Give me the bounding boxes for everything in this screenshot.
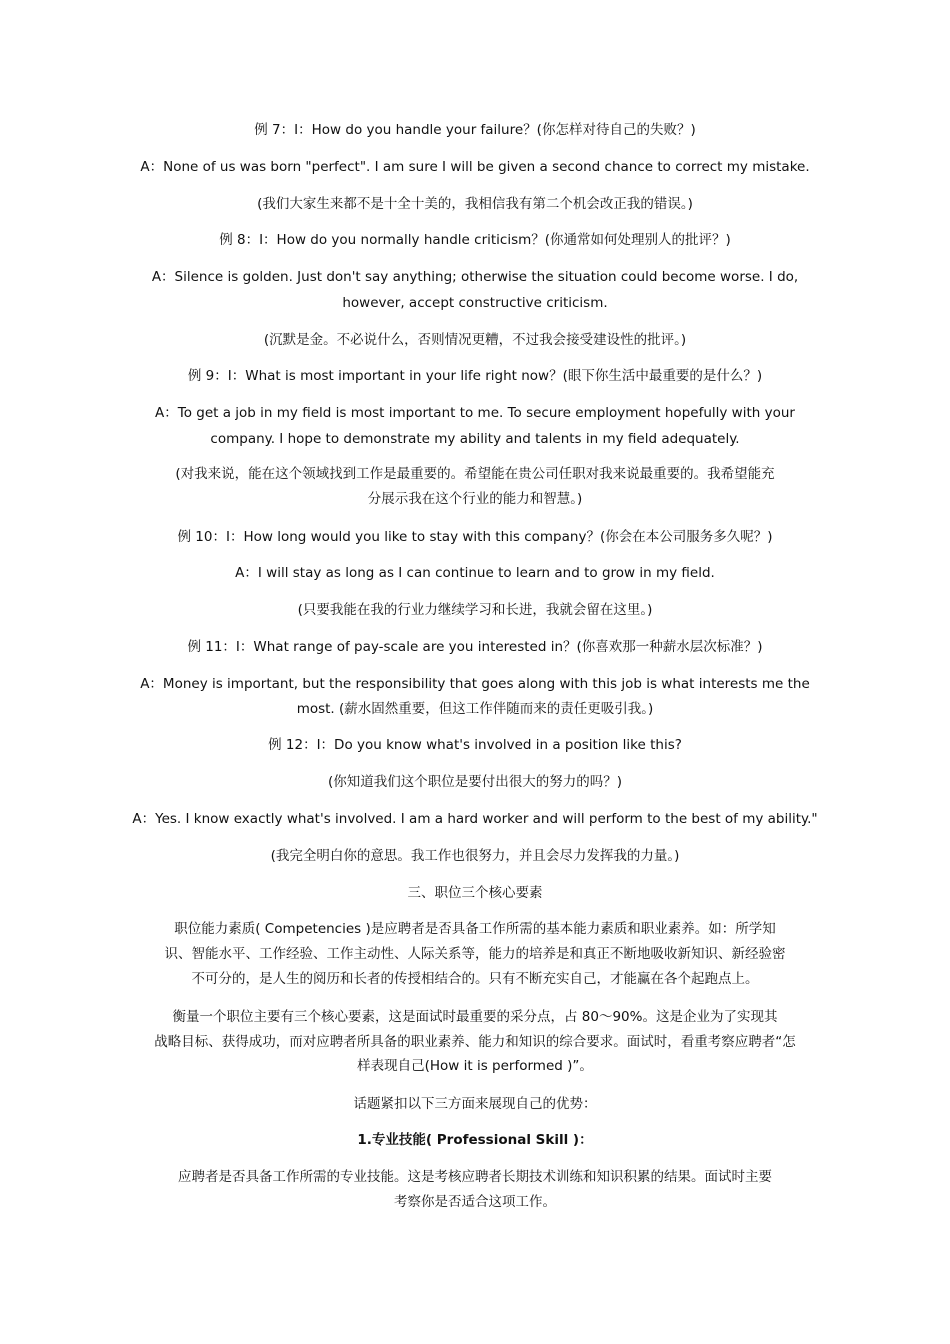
text-line: company. I hope to demonstrate my ability and talents in my field adequately.: [210, 431, 740, 447]
text-line: 战略目标、获得成功，而对应聘者所具备的职业素养、能力和知识的综合要求。面试时，看重考察应聘者“怎: [154, 1034, 796, 1050]
text-line: 话题紧扣以下三方面来展现自己的优势：: [353, 1096, 597, 1112]
section-heading: 三、职位三个核心要素: [407, 885, 543, 901]
text-line: 职位能力素质( Competencies )是应聘者是否具备工作所需的基本能力素质和职业素养。如：所学知: [174, 921, 776, 937]
text-line: however, accept constructive criticism.: [342, 295, 608, 311]
text-line: 例 10：I：How long would you like to stay with this company？(你会在本公司服务多久呢？): [177, 529, 773, 545]
text-line: (你知道我们这个职位是要付出很大的努力的吗？): [327, 774, 623, 790]
text-line: 考察你是否适合这项工作。: [394, 1194, 556, 1210]
text-line: A：Money is important, but the responsibility that goes along with this job is what interests me the: [140, 676, 810, 692]
text-line: 例 8：I：How do you normally handle criticism？(你通常如何处理别人的批评？): [219, 232, 731, 248]
text-line: 例 11：I：What range of pay-scale are you interested in？(你喜欢那一种薪水层次标准？): [187, 639, 763, 655]
text-line: 识、智能水平、工作经验、工作主动性、人际关系等，能力的培养是和真正不断地吸收新知识、新经验密: [164, 946, 786, 962]
text-line: 衡量一个职位主要有三个核心要素，这是面试时最重要的采分点，占 80～90%。这是企业为了实现其: [172, 1009, 778, 1025]
text-line: A：Silence is golden. Just don't say anything; otherwise the situation could become worse. I do,: [151, 269, 799, 285]
text-line: most. (薪水固然重要，但这工作伴随而来的责任更吸引我。): [296, 701, 654, 717]
text-line: (只要我能在我的行业力继续学习和长进，我就会留在这里。): [297, 602, 653, 618]
text-line: A：None of us was born "perfect". I am sure I will be given a second chance to correct my mistake.: [140, 159, 810, 175]
text-line: 例 9：I：What is most important in your life right now？(眼下你生活中最重要的是什么？): [187, 368, 763, 384]
text-line: A：I will stay as long as I can continue to learn and to grow in my field.: [235, 565, 715, 581]
text-line: 例 7：I：How do you handle your failure？(你怎样对待自己的失败？): [254, 122, 696, 138]
text-line: 分展示我在这个行业的能力和智慧。): [367, 491, 583, 507]
text-line: A：Yes. I know exactly what's involved. I am a hard worker and will perform to the best of my ability.": [132, 811, 818, 827]
text-line: (我完全明白你的意思。我工作也很努力，并且会尽力发挥我的力量。): [270, 848, 680, 864]
text-line: 不可分的，是人生的阅历和长者的传授相结合的。只有不断充实自己，才能赢在各个起跑点上。: [191, 971, 759, 987]
text-line: 例 12：I：Do you know what's involved in a position like this?: [268, 737, 682, 753]
text-line: 样表现自己(How it is performed )”。: [357, 1058, 593, 1074]
text-line: A：To get a job in my field is most important to me. To secure employment hopefully with your: [155, 405, 795, 421]
text-line: 应聘者是否具备工作所需的专业技能。这是考核应聘者长期技术训练和知识积累的结果。面试时主要: [178, 1169, 772, 1185]
subsection-heading: 1.专业技能( Professional Skill )：: [357, 1132, 593, 1148]
text-line: (沉默是金。不必说什么，否则情况更糟，不过我会接受建设性的批评。): [263, 332, 687, 348]
text-line: (我们大家生来都不是十全十美的，我相信我有第二个机会改正我的错误。): [257, 196, 693, 212]
text-line: (对我来说，能在这个领域找到工作是最重要的。希望能在贵公司任职对我来说最重要的。我希望能充: [175, 466, 775, 482]
